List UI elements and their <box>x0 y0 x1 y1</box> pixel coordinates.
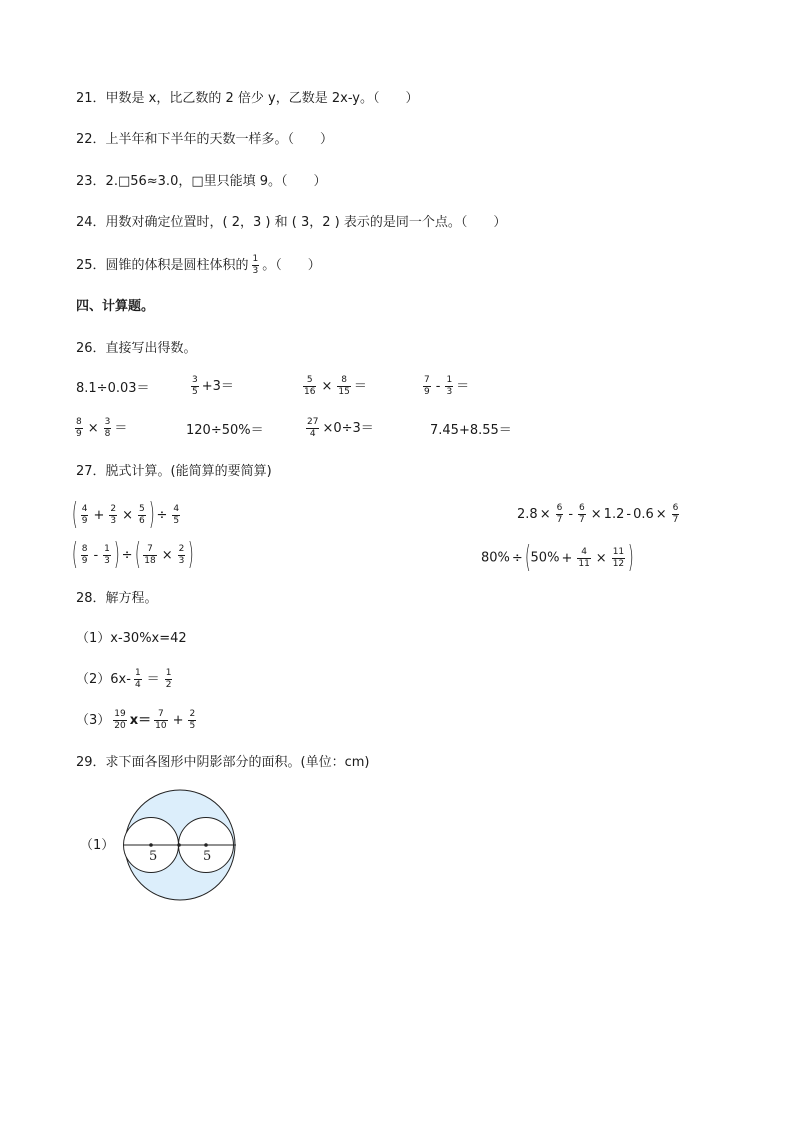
q26-a2: $\frac{3}{5}$ +3＝ <box>192 375 234 397</box>
radius-label-left: 5 <box>149 849 158 864</box>
fraction: $\frac{1}{3}$ <box>252 254 259 276</box>
q26-a3: $\frac{5}{16}$ × $\frac{8}{15}$ ＝ <box>304 375 367 397</box>
q25-tail: 。（ ） <box>262 258 321 273</box>
question-24: 24．用数对确定位置时，( 2，3 ) 和 ( 3，2 ) 表示的是同一个点。（ ） <box>76 215 507 230</box>
q26-a4: $\frac{7}{9}$ - $\frac{1}{3}$ ＝ <box>424 375 470 397</box>
q26-a1: 8.1÷0.03＝ <box>76 381 150 396</box>
section-heading: 四、计算题。 <box>76 299 155 314</box>
question-23: 23．2.□56≈3.0，□里只能填 9。（ ） <box>76 174 327 189</box>
q27-expr-1: ( $\frac{4}{9}$ + $\frac{2}{3}$ × $\frac{5}{6}$ ) ÷ $\frac{4}{5}$ <box>71 497 180 532</box>
question-25 <box>76 254 321 277</box>
q26-b1: $\frac{8}{9}$ × $\frac{3}{8}$ ＝ <box>76 417 128 439</box>
q27-expr-4: 80% ÷(50% + $\frac{4}{11}$ × $\frac{11}{12}$ ) <box>481 540 634 575</box>
q26-b4: 7.45+8.55＝ <box>430 423 512 438</box>
q28-eq-3: （3） $\frac{19}{20}$ x＝ $\frac{7}{10}$ + $\frac{2}{5}$ <box>76 709 196 731</box>
center-dot-left <box>149 843 153 847</box>
question-22: 22．上半年和下半年的天数一样多。（ ） <box>76 132 334 147</box>
q26-b3: $\frac{27}{4}$ ×0÷3＝ <box>307 417 374 439</box>
q26-title: 26．直接写出得数。 <box>76 341 197 356</box>
center-dot-middle <box>177 843 181 847</box>
question-21: 21．甲数是 x，比乙数的 2 倍少 y，乙数是 2x-y。（ ） <box>76 91 419 106</box>
q28-title: 28．解方程。 <box>76 591 158 606</box>
radius-label-right: 5 <box>203 849 212 864</box>
q25-text: 25．圆锥的体积是圆柱体积的 <box>76 258 249 273</box>
q27-title: 27．脱式计算。(能简算的要简算) <box>76 464 272 479</box>
figure-label: （1） <box>80 838 115 853</box>
circle-figure <box>118 788 244 902</box>
q28-eq-2: （2）6x- $\frac{1}{4}$ ＝ $\frac{1}{2}$ <box>76 668 172 690</box>
center-dot-right <box>204 843 208 847</box>
q29-title: 29．求下面各图形中阴影部分的面积。(单位：cm) <box>76 755 370 770</box>
q27-expr-2: 2.8 × $\frac{6}{7}$ - $\frac{6}{7}$ × 1.2 - 0.6 × $\frac{6}{7}$ <box>517 503 679 525</box>
q26-b2: 120÷50%＝ <box>186 423 264 438</box>
q28-eq-1: （1）x-30%x=42 <box>76 631 187 646</box>
q27-expr-3: ( $\frac{8}{9}$ - $\frac{1}{3}$ ) ÷( $\frac{7}{18}$ × $\frac{2}{3}$ ) <box>71 537 195 572</box>
